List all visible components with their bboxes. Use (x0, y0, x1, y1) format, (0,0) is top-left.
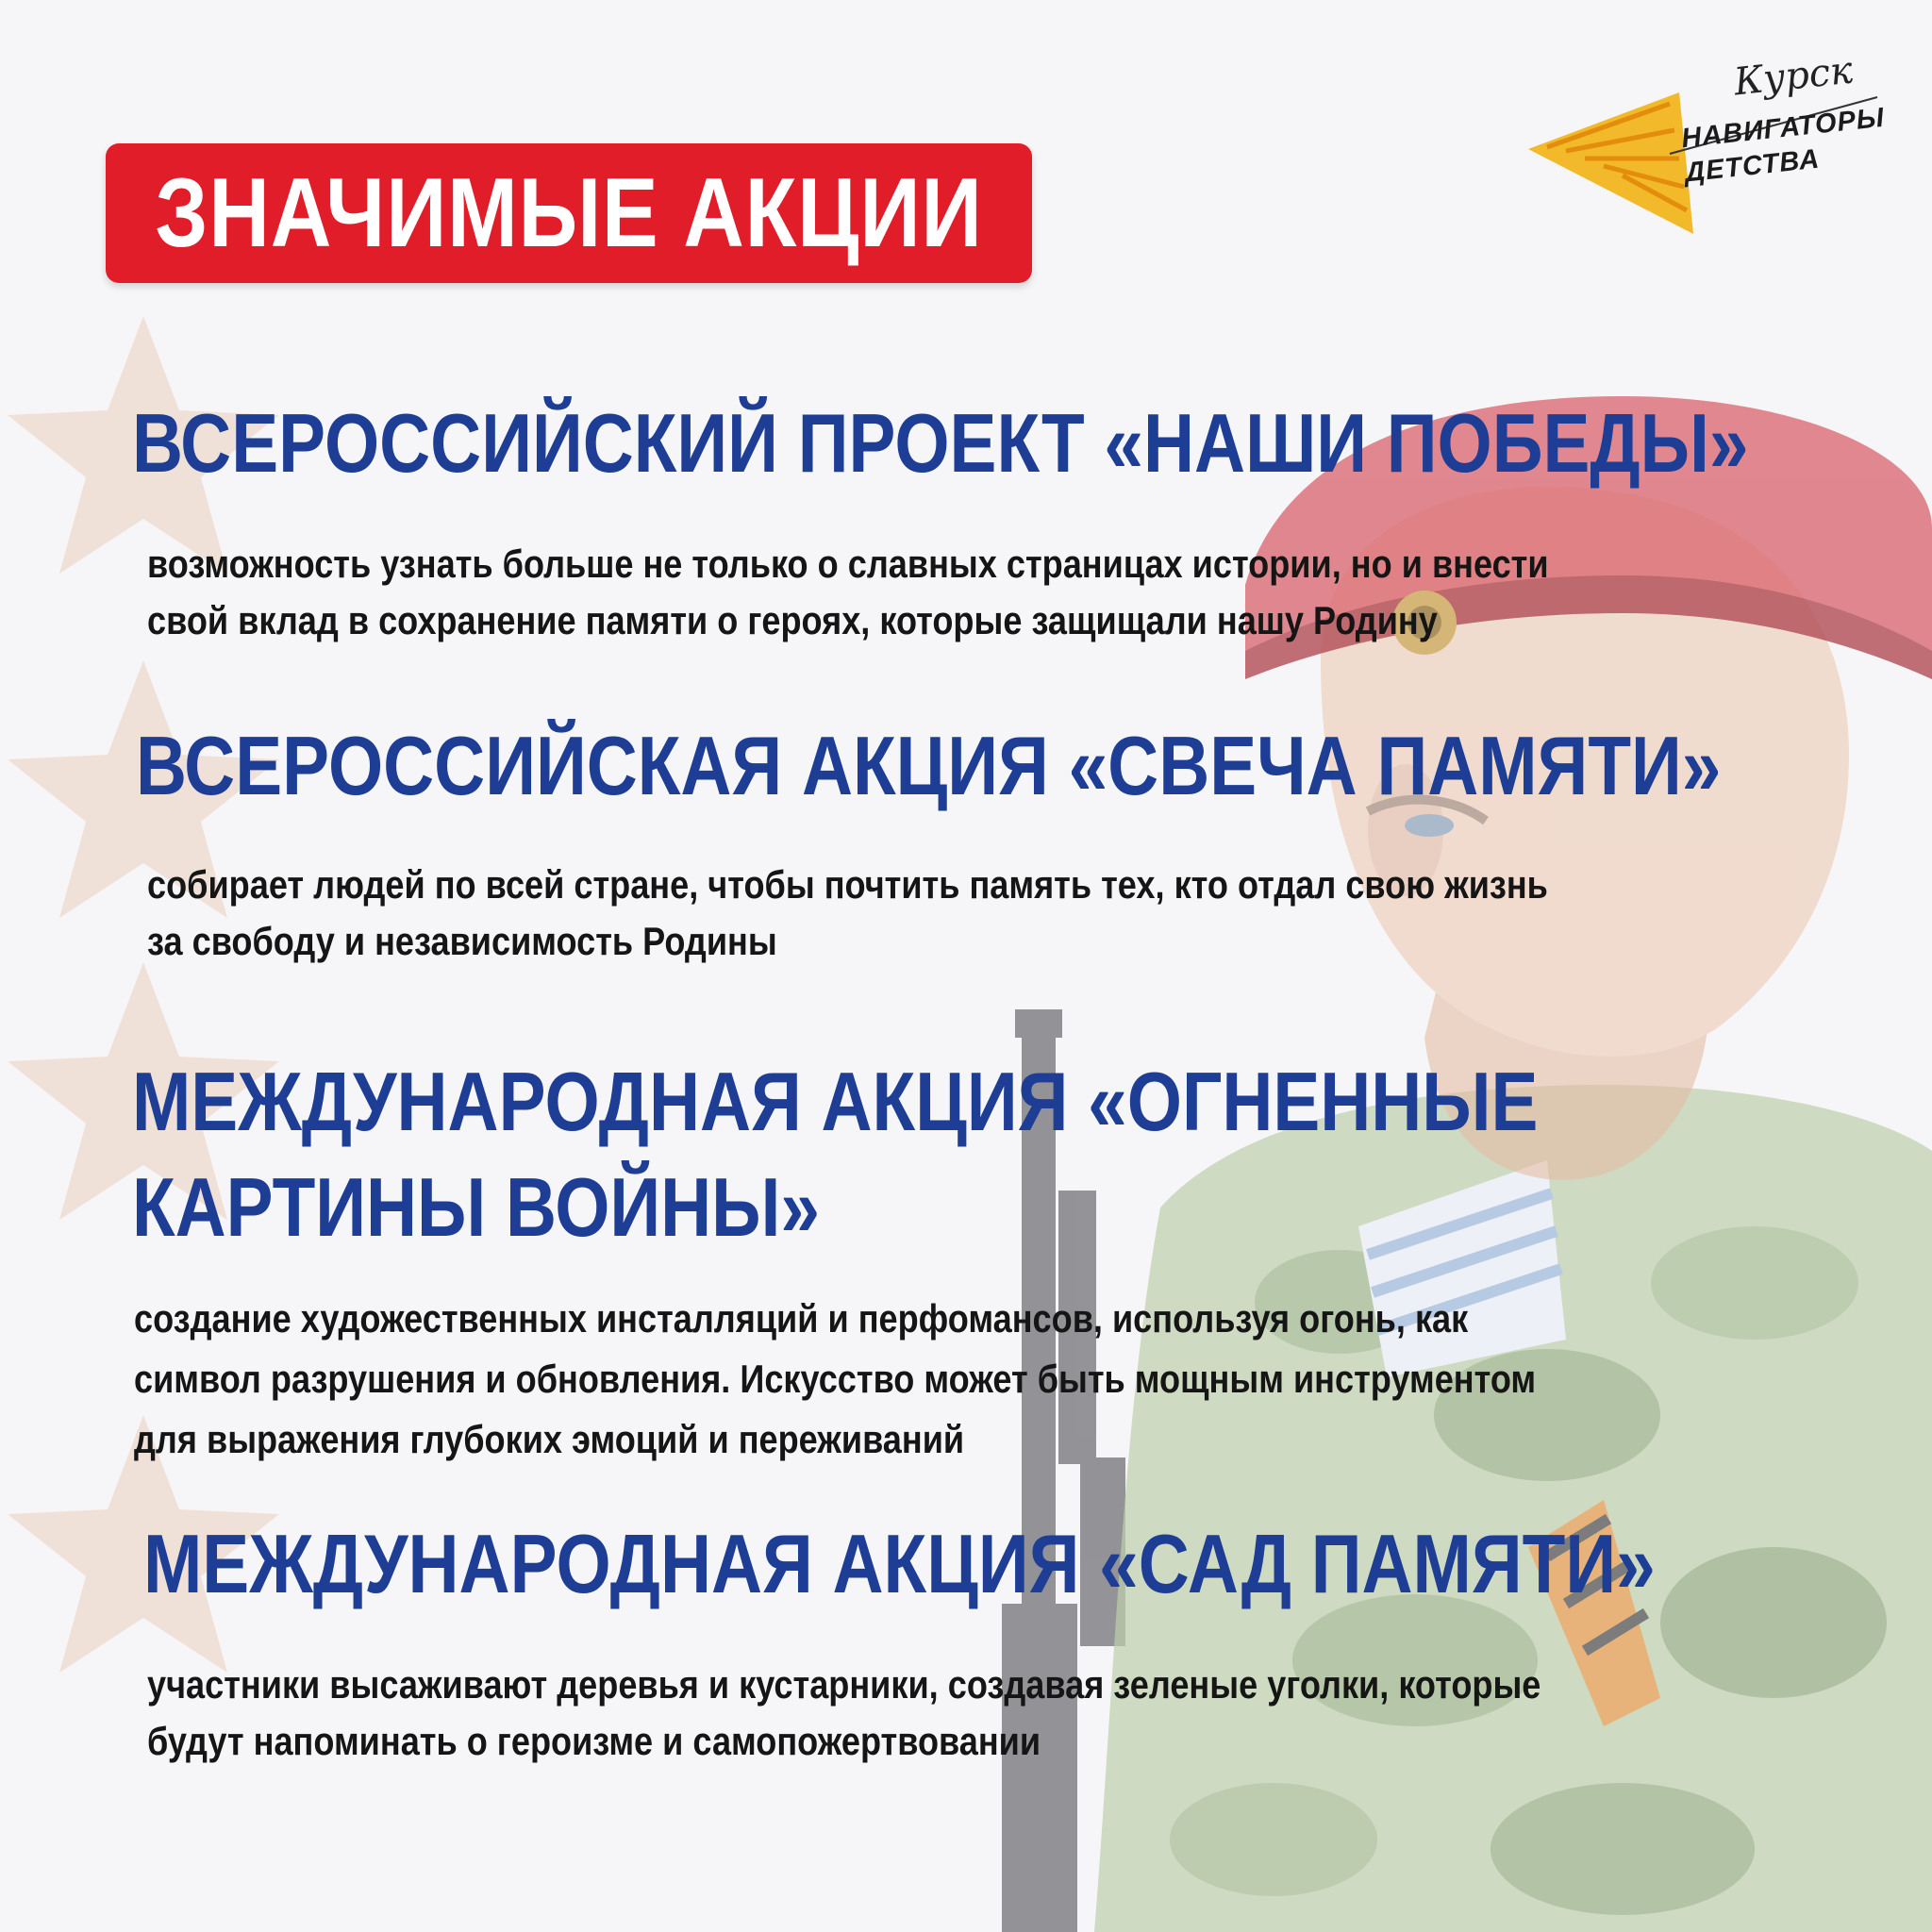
section-description-line: свой вклад в сохранение памяти о героях, которые защищали нашу Родину (147, 598, 1438, 642)
section-heading (136, 717, 1721, 815)
section-heading (132, 1049, 1538, 1260)
section-heading (132, 394, 1749, 492)
section-description (147, 536, 1549, 649)
section-heading-line: ВСЕРОССИЙСКАЯ АКЦИЯ «СВЕЧА ПАМЯТИ» (136, 719, 1722, 812)
section-description-line: возможность узнать больше не только о славных страницах истории, но и внести (147, 541, 1549, 586)
section-heading-line: МЕЖДУНАРОДНАЯ АКЦИЯ «ОГНЕННЫЕ (132, 1055, 1539, 1148)
page-title: ЗНАЧИМЫЕ АКЦИИ (155, 158, 983, 268)
title-badge (106, 143, 1032, 283)
section-description-line: за свободу и независимость Родины (147, 919, 777, 963)
section-description (134, 1289, 1536, 1470)
section-heading-line: МЕЖДУНАРОДНАЯ АКЦИЯ «САД ПАМЯТИ» (143, 1517, 1656, 1610)
section-description (147, 857, 1548, 970)
section-heading-line: КАРТИНЫ ВОЙНЫ» (132, 1160, 821, 1254)
logo-city: Курск (1731, 48, 1856, 105)
logo-text-line2: ДЕТСТВА (1683, 143, 1822, 189)
section-description-line: для выражения глубоких эмоций и переживаний (134, 1417, 965, 1461)
section-description-line: собирает людей по всей стране, чтобы почтить память тех, кто отдал свою жизнь (147, 862, 1548, 907)
section-description (147, 1657, 1541, 1770)
section-heading-line: ВСЕРОССИЙСКИЙ ПРОЕКТ «НАШИ ПОБЕДЫ» (132, 396, 1749, 490)
section-description-line: создание художественных инсталляций и перфомансов, используя огонь, как (134, 1296, 1469, 1341)
section-description-line: будут напоминать о героизме и самопожертвовании (147, 1719, 1041, 1763)
logo-text-line1: НАВИГАТОРЫ (1679, 102, 1887, 155)
section-description-line: символ разрушения и обновления. Искусство может быть мощным инструментом (134, 1357, 1537, 1401)
section-description-line: участники высаживают деревья и кустарники, создавая зеленые уголки, которые (147, 1662, 1541, 1707)
section-heading (143, 1515, 1656, 1613)
